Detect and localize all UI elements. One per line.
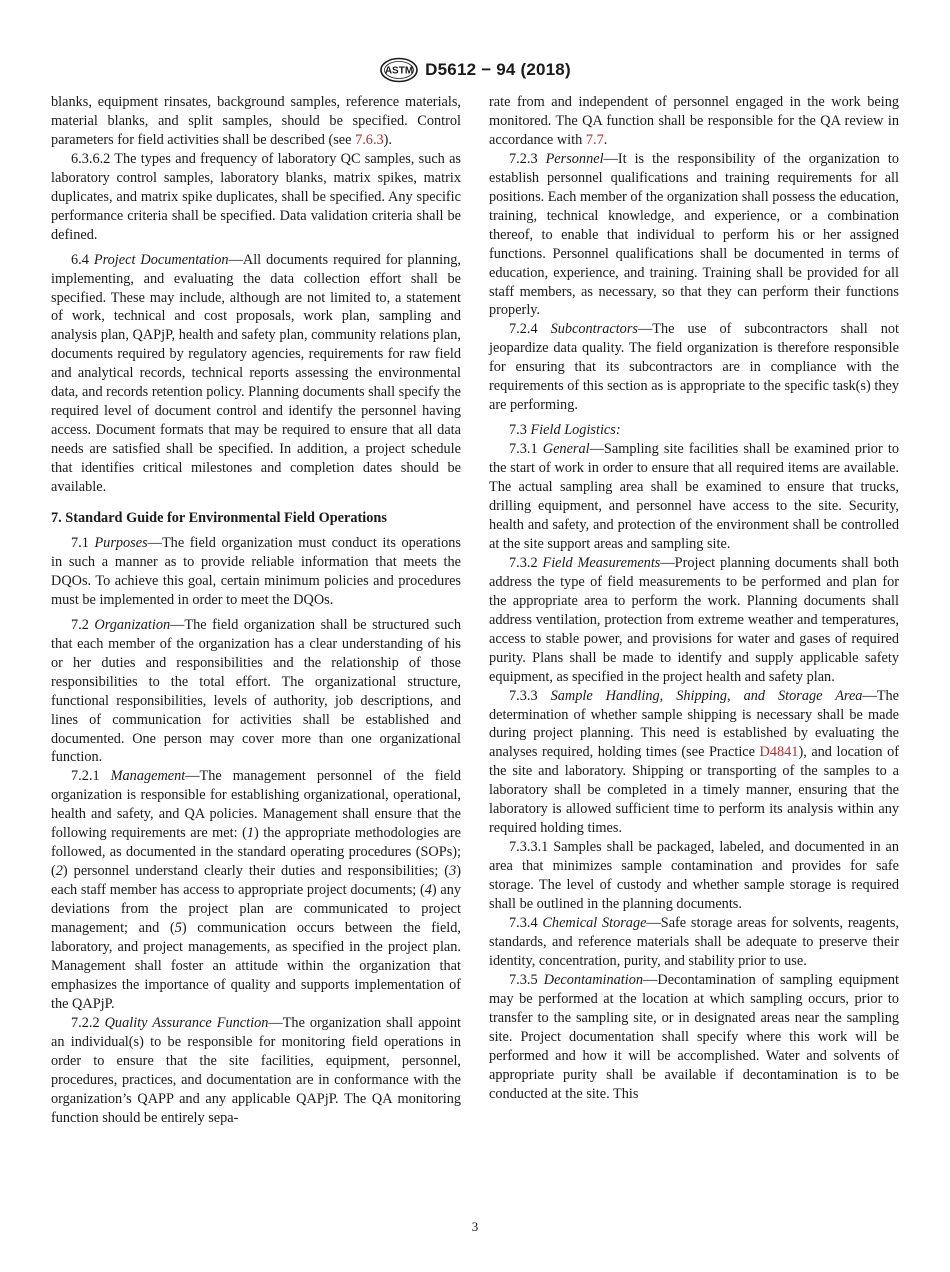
astm-logo	[379, 57, 419, 83]
paragraph-6-3-6-1-continued: blanks, equipment rinsates, background samples, reference materials, material blanks, and split samples, should be specified. Control parameters for field activities shall be described (see 7.6.3).	[51, 94, 461, 148]
logo-text: ASTM	[385, 65, 414, 77]
page-number: 3	[471, 1219, 479, 1234]
paragraph-7-2-1: 7.2.1 Management—The management personnel of the field organization is responsible for establishing organizational, operational, health and safety, and QA policies. Management shall ensure that the following requirements are met: (1) the appropriate methodologies are followed, as documented in the standard operating procedures (SOPs); (2) personnel understand clearly their duties and responsibilities; (3) each staff member has access to appropriate project documents; (4) any deviations from the project plan are communicated to project management; and (5) communication occurs between the field, laboratory, and project managements, as specified in the project plan. Management shall foster an attitude within the organization that emphasizes the importance of quality and supports implementation of the QAPjP.	[51, 768, 462, 1012]
paragraph-7-2-2-continued: rate from and independent of personnel engaged in the work being monitored. The QA function shall be responsible for the QA review in accordance with 7.7.	[489, 94, 899, 148]
paragraph-7-2-2: 7.2.2 Quality Assurance Function—The organization shall appoint an individual(s) to be responsible for monitoring field operations in order to ensure that the site facilities, equipment, personnel, procedures, practices, and documentation are in conformance with the organization’s QAPP and any applicable QAPjP. The QA monitoring function should be entirely sepa-	[51, 1014, 461, 1126]
paragraph-7-2: 7.2 Organization—The field organization shall be structured such that each member of the organization has a clear understanding of his or her duties and responsibilities and the relationship of those responsibilities to the total effort. The organizational structure, functional responsibilities, levels of authority, job descriptions, and lines of communication for activities shall be established and documented. One person may cover more than one organizational function.	[51, 616, 461, 766]
paragraph-7-3-2: 7.3.2 Field Measurements—Project planning documents shall both address the type of field measurements to be performed and plan for the appropriate area to perform the work. Planning documents shall address ventilation, protection from extreme weather and temperatures, access to stable power, and provisions for water and gases of required purity. Plans shall be made to identify and supply applicable safety equipment, as specified in the project health and safety plan.	[489, 554, 899, 685]
paragraph-7-2-4: 7.2.4 Subcontractors—The use of subcontractors shall not jeopardize data quality. The field organization is therefore responsible for ensuring that its subcontractors are in compliance with the requirements of this section as is appropriate to the specific task(s) they are performing.	[489, 321, 899, 414]
ref-link-d4841[interactable]: D4841	[759, 744, 799, 761]
ref-link-7-7[interactable]: 7.7	[585, 131, 604, 148]
standard-designation: D5612 − 94 (2018)	[425, 60, 571, 79]
paragraph-7-3-3: 7.3.3 Sample Handling, Shipping, and Storage Area—The determination of whether sample shipping is necessary shall be made during project planning. This need is established by evaluating the analyses required, holding times (see Practice D4841), and location of the site and laboratory. Shipping or transporting of the samples to a laboratory shall be completed in a timely manner, ensuring that the laboratory is allowed sufficient time to perform its analysis within any required holding times.	[489, 687, 899, 837]
section-7-heading: 7. Standard Guide for Environmental Field Operations	[51, 510, 387, 527]
paragraph-7-3-3-1: 7.3.3.1 Samples shall be packaged, labeled, and documented in an area that minimizes sample contamination and provides for safe storage. The level of custody and whether sample storage is required shall be outlined in the planning documents.	[489, 839, 899, 913]
paragraph-7-2-3: 7.2.3 Personnel—It is the responsibility of the organization to establish personnel qualifications and training requirements for all positions. Each member of the organization shall possess the education, training, technical knowledge, and experience, or a combination thereof, to enable that individual to perform his or her assigned functions. Personnel qualifications shall be documented in terms of education, experience, and training. Training shall be provided for all staff members, as necessary, so that they can perform their functions properly.	[489, 150, 899, 319]
left-column	[51, 93, 461, 1128]
right-column	[489, 93, 899, 1104]
paragraph-6-3-6-2: 6.3.6.2 The types and frequency of laboratory QC samples, such as laboratory control samples, laboratory blanks, matrix spikes, matrix duplicates, and matrix spike duplicates, shall be specified. Any specific performance criteria shall be specified. Data validation criteria shall be defined.	[51, 150, 461, 243]
paragraph-7-1: 7.1 Purposes—The field organization must conduct its operations in such a manner as to provide reliable information that meets the DQOs. To achieve this goal, certain minimum policies and procedures must be implemented in order to meet the DQOs.	[51, 534, 461, 608]
paragraph-6-4: 6.4 Project Documentation—All documents required for planning, implementing, and evaluating the data collection effort shall be specified. These may include, although are not limited to, a statement of work, technical and cost proposals, work plan, sampling and analysis plan, QAPjP, health and safety plan, community relations plan, documents required by regulatory agencies, requirements for raw field and analytical records, technical reports assessing the environmental data, and records retention policy. Planning documents shall specify the required level of document control and identify the personnel having access. Document formats that may be required to ensure that all data needs are satisfied shall be specified. In addition, a project schedule that identifies critical milestones and completion dates should be available.	[51, 251, 461, 496]
paragraph-7-3-4: 7.3.4 Chemical Storage—Safe storage areas for solvents, reagents, standards, and reference materials shall be adequate to preserve their identity, concentration, purity, and stability prior to use.	[489, 914, 900, 969]
paragraph-7-3-1: 7.3.1 General—Sampling site facilities shall be examined prior to the start of work in order to ensure that all required items are available. The actual sampling area shall be examined to ensure that trucks, drilling equipment, and personnel have access to the site. Security, health and safety, and protection of the environment shall be controlled at the site support areas and sampling site.	[489, 441, 899, 552]
paragraph-7-3-5: 7.3.5 Decontamination—Decontamination of sampling equipment may be performed at the location at which sampling occurs, prior to transfer to the sampling site, or in designated areas near the sampling site. Project documentation shall specify where this work will be performed and how it will be accomplished. Water and solvents of appropriate purity shall be available if decontamination is to be conducted at the site. This	[489, 971, 899, 1102]
paragraph-7-3: 7.3 Field Logistics:	[509, 422, 621, 439]
ref-link-7-6-3[interactable]: 7.6.3	[355, 131, 384, 148]
page-header	[0, 57, 950, 83]
